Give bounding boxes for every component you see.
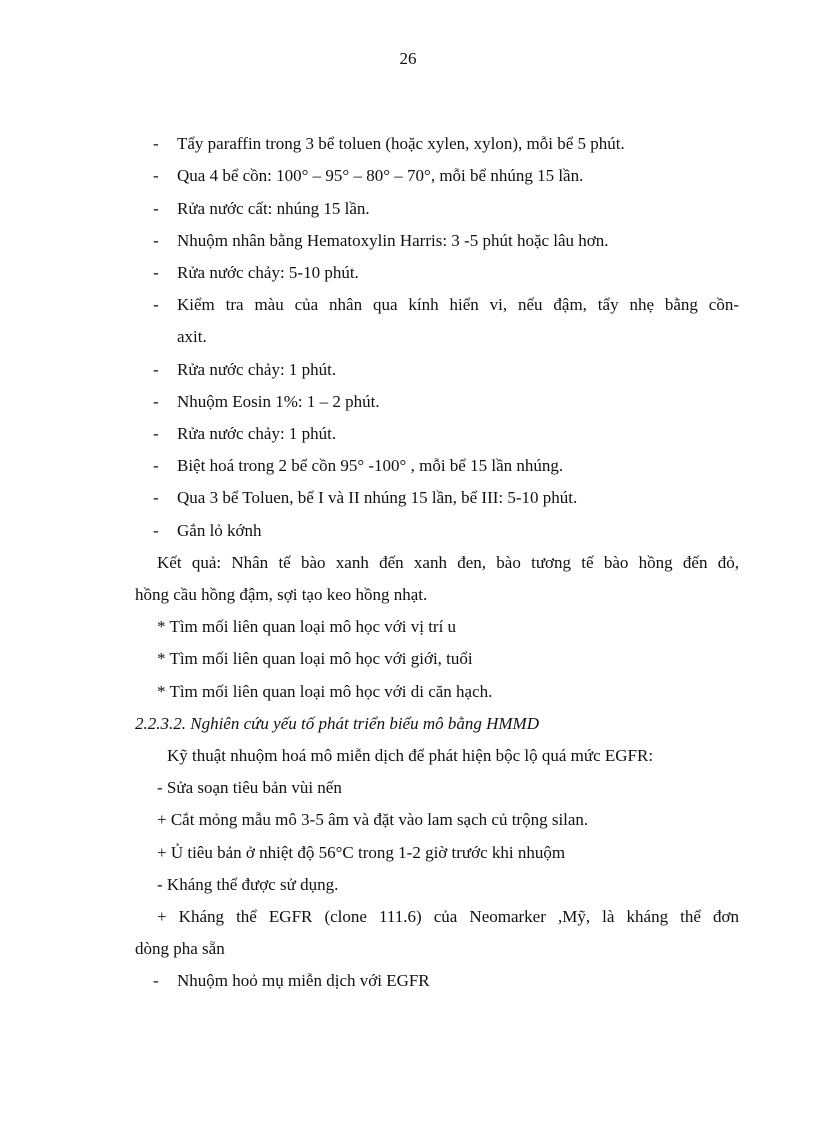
prep-title: - Sửa soạn tiêu bản vùi nến (157, 778, 342, 797)
section-heading: 2.2.3.2. Nghiên cứu yếu tố phát triển biểu mô bằng HMMD (135, 714, 539, 733)
star-item: * Tìm mối liên quan loại mô học với vị trí u (157, 617, 457, 636)
bullet-dash: - (153, 295, 159, 314)
bullet-dash: - (153, 521, 159, 540)
list-item-text: Biệt hoá trong 2 bể cồn 95° -100° , mỗi bể 15 lần nhúng. (177, 456, 564, 475)
result-paragraph-line: hồng cầu hồng đậm, sợi tạo keo hồng nhạt. (135, 585, 428, 604)
bullet-dash: - (153, 263, 159, 282)
bullet-dash: - (153, 971, 159, 990)
list-item-text: Kiểm tra màu của nhân qua kính hiển vi, nếu đậm, tẩy nhẹ bằng cồn- (177, 295, 739, 314)
bullet-dash: - (153, 166, 159, 185)
bullet-dash: - (153, 231, 159, 250)
bullet-dash: - (153, 456, 159, 475)
bullet-dash: - (153, 392, 159, 411)
list-item-text: Rửa nước chảy: 1 phút. (177, 360, 337, 379)
bullet-dash: - (153, 488, 159, 507)
star-item: * Tìm mối liên quan loại mô học với giới, tuổi (157, 649, 473, 668)
list-item-text: Tẩy paraffin trong 3 bể toluen (hoặc xylen, xylon), mỗi bể 5 phút. (177, 134, 625, 153)
list-item-text-continued: axit. (177, 327, 207, 346)
bullet-dash: - (153, 424, 159, 443)
technique-intro: Kỹ thuật nhuộm hoá mô miễn dịch để phát hiện bộc lộ quá mức EGFR: (167, 746, 654, 765)
list-item-text: Rửa nước chảy: 5-10 phút. (177, 263, 359, 282)
prep-step: + Cắt mỏng mẫu mô 3-5 âm và đặt vào lam sạch củ trộng silan. (157, 810, 589, 829)
antibody-title: - Kháng thể được sử dụng. (157, 875, 339, 894)
list-item-text: Nhuộm nhân bằng Hematoxylin Harris: 3 -5 phút hoặc lâu hơn. (177, 231, 609, 250)
result-paragraph-line: Kết quả: Nhân tế bào xanh đến xanh đen, bào tương tế bào hồng đến đỏ, (157, 553, 739, 572)
antibody-line: + Kháng thể EGFR (clone 111.6) của Neomarker ,Mỹ, là kháng thể đơn (157, 907, 739, 926)
page-number: 26 (399, 49, 417, 68)
antibody-line: dòng pha sẵn (135, 939, 225, 958)
list-item-text: Rửa nước chảy: 1 phút. (177, 424, 337, 443)
star-item: * Tìm mối liên quan loại mô học với di căn hạch. (157, 682, 493, 701)
bullet-dash: - (153, 360, 159, 379)
bullet-dash: - (153, 199, 159, 218)
prep-step: + Ủ tiêu bản ở nhiệt độ 56°C trong 1-2 giờ trước khi nhuộm (157, 843, 566, 862)
list-item-text: Qua 4 bể cồn: 100° – 95° – 80° – 70°, mỗi bể nhúng 15 lần. (177, 166, 584, 185)
list-item-text: Nhuộm Eosin 1%: 1 – 2 phút. (177, 392, 380, 411)
bullet-dash: - (153, 134, 159, 153)
list-item-text: Nhuộm hoỏ mụ miễn dịch với EGFR (177, 971, 430, 990)
list-item-text: Qua 3 bể Toluen, bể I và II nhúng 15 lần, bể III: 5-10 phút. (177, 488, 578, 507)
list-item-text: Gắn lỏ kớnh (177, 521, 262, 540)
list-item-text: Rửa nước cất: nhúng 15 lần. (177, 199, 370, 218)
